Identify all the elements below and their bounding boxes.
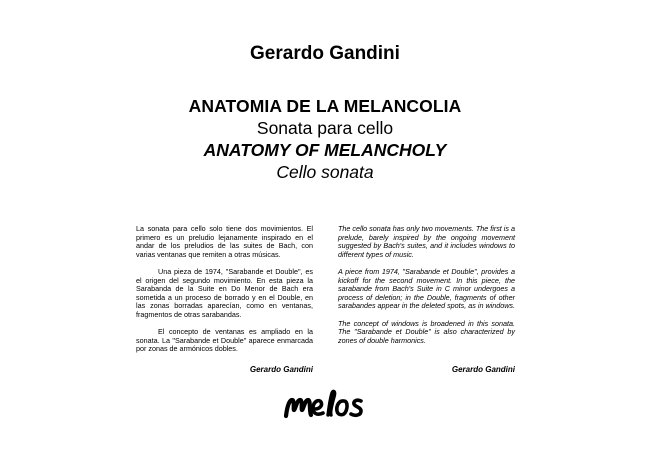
title-english: ANATOMY OF MELANCHOLY [203,140,447,160]
melos-logo-icon [283,388,367,422]
title-spanish: ANATOMIA DE LA MELANCOLIA [188,96,462,116]
title-block [0,95,650,183]
spanish-paragraph: El concepto de ventanas es ampliado en la sonata. La "Sarabande et Double" aparece enmarcada por zonas de armónicos dobles. [136,327,313,354]
spanish-text-column [136,225,313,363]
english-paragraph: A piece from 1974, "Sarabande et Double", provides a kickoff for the second movement. In this piece, the sarabande from Bach's Suite in C minor undergoes a process of deletion; in the Double, fragments of other sarabandes appear in the deleted spots, as in windows. [338,266,516,311]
spanish-signature: Gerardo Gandini [249,365,313,374]
spanish-paragraph: La sonata para cello solo tiene dos movimientos. El primero es un preludio lejanamente inspirado en el andar de los preludios de las suites de Bach, con varias ventanas que remiten a otras músicas. [136,224,313,259]
english-paragraph: The cello sonata has only two movements. The first is a prelude, barely inspired by the ongoing movement suggested by Bach's suites, and it includes windows to different types of music. [338,224,515,259]
english-text-column [338,225,515,354]
english-signature: Gerardo Gandini [451,365,515,374]
author-name: Gerardo Gandini [250,43,400,64]
spanish-paragraph: Una pieza de 1974, "Sarabande et Double", es el origen del segundo movimiento. En esta pieza la Sarabanda de la Suite en Do Menor de Bach era sometida a un proceso de borrado y en el Double, en las zonas borradas aparecían, como en ventanas, fragmentos de otras sarabandas. [136,266,313,319]
subtitle-english: Cello sonata [276,162,374,182]
subtitle-spanish: Sonata para cello [256,118,394,138]
english-paragraph: The concept of windows is broadened in this sonata. The "Sarabande et Double" is also characterized by zones of double harmonics. [338,318,515,345]
